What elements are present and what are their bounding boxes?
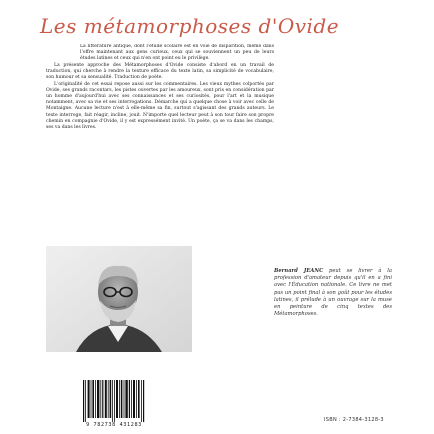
author-name: Bernard JEANC bbox=[274, 268, 324, 274]
barcode-icon bbox=[82, 380, 146, 422]
blurb-paragraph: La présente approche des Métamorphoses d'Ovide consiste d'abord en un travail de traduction, qui cherche à rendre la texture efficace du texte latin, sa simplicité de vocabulaire, son humour et sa sensualité. Traduction de poète. bbox=[46, 63, 274, 81]
blurb-paragraph: L'originalité de cet essai repose aussi sur les commentaires. Les vieux mythes colportés par Ovide, ses grands racontars, les pistes ouvertes par les amoureux, sont pris en considération par un homme d'aujourd'hui avec ses connaissances et ses curiosités, pour l'art et la musique notamment, avec sa vie et ses interrogations. Démarche qui a quelque chose à voir avec celle de Montaigne. Aucune lecture n'est à elle-même sa fin, surtout s'agissant des grands auteurs. Le texte interroge, fait réagir, incline, jouit. N'importe quel lecteur peut à son tour faire son propre chemin en compagnie d'Ovide, il y est expressément invité. Un poète, ça se va dans les champs, ses va dans les livres. bbox=[46, 82, 274, 130]
barcode-number: 9 782738 431283 bbox=[86, 422, 142, 428]
author-bio bbox=[274, 268, 392, 318]
author-bio-text: peut se livrer à la profession d'amateur depuis qu'il en a fini avec l'Éducation nationale. Ce livre ne met pas un point final à son goût pour les études latines, il prélude à un ouvrage sur la muse en peinture de cinq textes des Métamorphoses. bbox=[274, 268, 392, 318]
author-photo bbox=[46, 246, 192, 352]
blurb-paragraph: La littérature antique, dont l'étude scolaire est en voie de disparition, même dans l'offre maintenant aux gens curieux, ceux qui se souviennent un peu de leurs études latines et ceux qui n'en ont point eu le privilège. bbox=[80, 44, 274, 62]
back-cover-blurb bbox=[46, 44, 274, 244]
author-portrait-image bbox=[46, 246, 192, 352]
book-title: Les métamorphoses d'Ovide bbox=[40, 14, 340, 38]
isbn-label: ISBN : 2-7384-3128-3 bbox=[324, 417, 384, 423]
